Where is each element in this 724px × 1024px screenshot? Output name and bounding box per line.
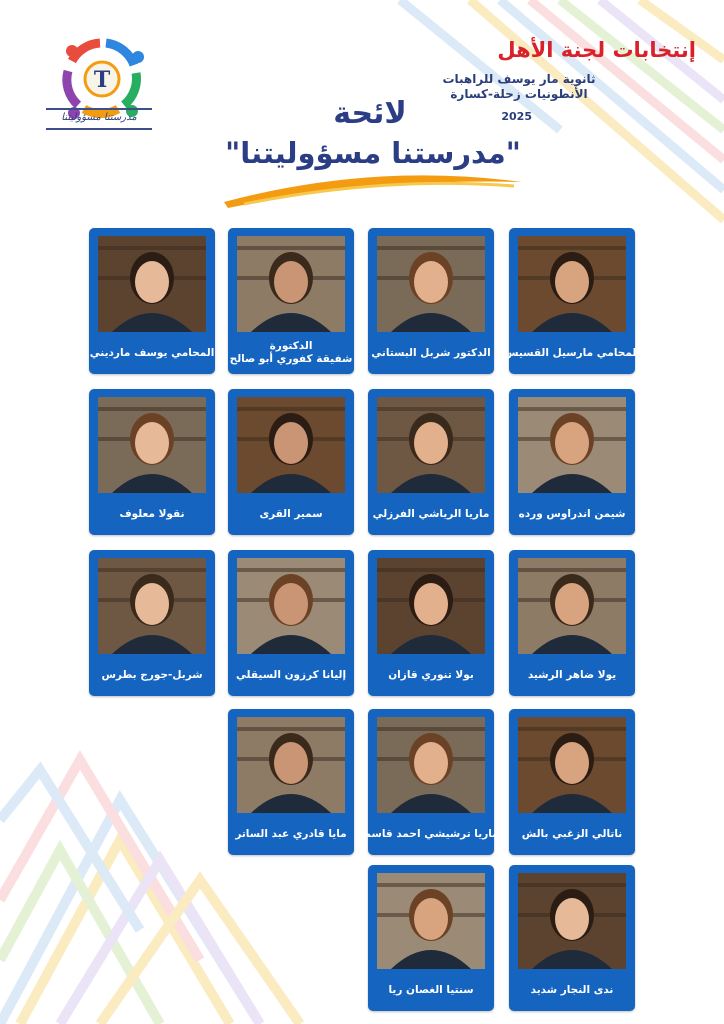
candidate-photo — [518, 873, 626, 969]
title-swoosh-decoration — [224, 172, 524, 212]
candidate-card — [363, 709, 499, 855]
school-line-2: الأنطونيات زحلة-كسارة — [450, 87, 588, 101]
candidate-name-line1: إليانا كرزون السيقلي — [235, 668, 347, 681]
candidate-name — [504, 334, 640, 372]
candidate-name — [230, 815, 352, 853]
candidate-name — [370, 334, 492, 372]
candidate-card — [228, 389, 354, 535]
candidate-name — [230, 334, 352, 372]
candidate-name — [363, 815, 499, 853]
candidate-name — [511, 656, 633, 694]
candidate-name — [370, 656, 492, 694]
list-name: "مدرستنا مسؤوليتنا" — [225, 136, 521, 170]
candidate-card — [368, 389, 494, 535]
candidate-name — [230, 656, 352, 694]
candidate-name — [230, 495, 352, 533]
candidate-photo — [377, 236, 485, 332]
candidate-photo — [98, 236, 206, 332]
candidate-name-line1: المحامي مارسيل القسيس — [504, 346, 640, 359]
candidate-name-line1: سمير القرى — [259, 507, 323, 520]
candidate-card — [89, 228, 215, 374]
candidate-card — [509, 709, 635, 855]
candidate-name-line1: المحامي يوسف مارديني — [89, 346, 215, 359]
candidate-name — [511, 495, 633, 533]
school-line-1: ثانوية مار يوسف للراهبات — [442, 72, 596, 86]
candidate-name-line1: ندى النجار شديد — [530, 983, 614, 996]
candidate-photo — [518, 717, 626, 813]
candidate-name — [370, 971, 492, 1009]
candidate-name-line1: نقولا معلوف — [119, 507, 185, 520]
candidate-name-line1: ماريا ترشيشي احمد قاسم — [363, 827, 499, 840]
candidate-photo — [377, 397, 485, 493]
election-title: إنتخابات لجنة الأهل — [497, 38, 696, 62]
election-year: 2025 — [501, 110, 532, 123]
candidate-name-line1: شربل-جورج بطرس — [101, 668, 203, 681]
candidate-name-line1: ماريا الرياشي الفرزلي — [372, 507, 490, 520]
svg-text:T: T — [93, 67, 111, 93]
candidate-name — [91, 656, 213, 694]
candidate-name — [511, 971, 633, 1009]
candidate-name-line1: ناتالي الزغبي بالش — [521, 827, 623, 840]
candidate-card — [504, 228, 640, 374]
candidate-card — [228, 709, 354, 855]
candidate-photo — [377, 558, 485, 654]
candidate-card — [509, 550, 635, 696]
candidate-photo — [98, 558, 206, 654]
candidate-name-line1: يولا ضاهر الرشيد — [527, 668, 617, 681]
candidate-card — [228, 550, 354, 696]
candidate-card — [509, 865, 635, 1011]
candidate-photo — [98, 397, 206, 493]
logo-rule-top — [46, 108, 152, 110]
candidate-photo — [518, 236, 626, 332]
candidate-name-line1: الدكتورة — [269, 340, 313, 352]
candidate-name-line1: الدكتور شربل البستاني — [371, 346, 491, 359]
candidate-name — [370, 495, 492, 533]
candidate-photo — [237, 717, 345, 813]
candidate-photo — [237, 558, 345, 654]
candidate-card — [89, 550, 215, 696]
candidate-photo — [237, 236, 345, 332]
candidate-photo — [377, 717, 485, 813]
candidate-name — [91, 495, 213, 533]
candidate-name-line1: مايا قادري عبد الساتر — [235, 827, 347, 840]
candidate-name-line1: شيمن اندراوس ورده — [518, 507, 626, 520]
candidate-name-line1: بولا تنوري قازان — [388, 668, 474, 681]
candidate-photo — [518, 558, 626, 654]
candidate-card — [368, 865, 494, 1011]
candidate-name — [511, 815, 633, 853]
candidate-card — [228, 228, 354, 374]
candidate-name-line2: شفيقة كفوري أبو صالح — [229, 353, 353, 365]
logo-caption: مدرستنا مسؤوليتنا — [61, 112, 137, 123]
candidate-name — [91, 334, 213, 372]
candidate-photo — [377, 873, 485, 969]
school-name — [424, 72, 614, 102]
candidate-photo — [518, 397, 626, 493]
candidate-name-line1: سنتيا الغصان ريا — [388, 983, 474, 996]
candidate-card — [368, 550, 494, 696]
logo-rule-bottom — [46, 128, 152, 130]
list-label: لائحة — [333, 96, 407, 131]
candidate-card — [368, 228, 494, 374]
candidate-card — [89, 389, 215, 535]
candidate-card — [509, 389, 635, 535]
candidate-photo — [237, 397, 345, 493]
